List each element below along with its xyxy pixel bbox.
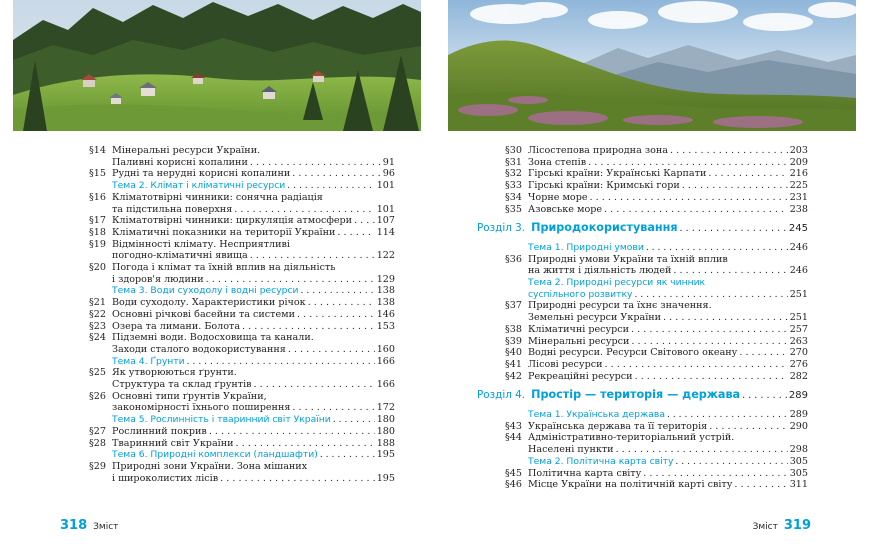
lesson-number: §24: [89, 332, 107, 344]
topic-entry: [89, 449, 395, 461]
entry-text-line: Погода і клімат та їхній вплив на діяльність: [112, 262, 336, 274]
entry-text-line: та підстильна поверхня: [112, 203, 233, 215]
lesson-entry: [505, 468, 808, 480]
leader-dots: [739, 347, 787, 359]
leader-dots: [236, 438, 375, 450]
entry-text-line: Кліматотвірні чинники: циркуляція атмосфери: [112, 215, 353, 227]
page-number: 251: [789, 288, 808, 300]
entry-text-line: Азовське море: [528, 203, 603, 215]
footer-right: [753, 514, 811, 533]
page-number: 180: [376, 425, 395, 437]
lesson-number: §39: [505, 335, 523, 347]
toc-line: [112, 356, 395, 368]
page-label-right: Зміст: [752, 522, 778, 532]
lesson-entry: [89, 168, 395, 180]
leader-dots: [333, 414, 375, 426]
toc-line: [528, 192, 808, 204]
entry-text-line: Водні ресурси. Ресурси Світового океану: [528, 347, 738, 359]
lesson-number: §26: [89, 390, 107, 402]
leader-dots: [604, 204, 788, 216]
page-number: 122: [376, 250, 395, 262]
lesson-entry: [89, 215, 395, 227]
toc-line: [528, 444, 808, 456]
toc-line: [528, 371, 808, 383]
lesson-number: §21: [89, 297, 107, 309]
entry-text-line: Гірські країни: Українські Карпати: [528, 168, 707, 180]
leader-dots: [250, 157, 381, 169]
toc-line: [528, 265, 808, 277]
photo-mountain-meadow: [448, 0, 856, 131]
toc-line: [112, 379, 395, 391]
toc-line: [528, 409, 808, 421]
village-landscape-image: [13, 0, 421, 131]
entry-text-line: Основні типи ґрунтів України,: [112, 390, 267, 402]
entry-text-line: Паливні корисні копалини: [112, 156, 248, 168]
toc-line: [112, 227, 395, 239]
leader-dots: [308, 297, 375, 309]
leader-dots: [635, 371, 788, 383]
leader-dots: [742, 390, 787, 402]
leader-dots: [320, 449, 375, 461]
lesson-entry: [505, 254, 808, 277]
lesson-entry: [505, 479, 808, 491]
page-number: 107: [376, 215, 395, 227]
lesson-number: §17: [89, 215, 107, 227]
lesson-number: §18: [89, 226, 107, 238]
page-number: 251: [789, 312, 808, 324]
lesson-entry: [505, 359, 808, 371]
lesson-number: §25: [89, 367, 107, 379]
lesson-entry: [89, 367, 395, 390]
entry-text-line: погодно-кліматичні явища: [112, 250, 248, 262]
entry-text-line: Політична карта світу: [528, 467, 642, 479]
entry-text-line: Тема 4. Ґрунти: [112, 355, 185, 367]
toc-line: [528, 289, 808, 301]
lesson-number: §15: [89, 168, 107, 180]
topic-entry: [505, 409, 808, 421]
lesson-number: §30: [505, 145, 523, 156]
lesson-number: §44: [505, 432, 523, 444]
entry-text-line: Тема 5. Рослинність і тваринний світ України: [112, 414, 331, 426]
section-title: Простір — територія — держава: [531, 388, 741, 402]
photo-carpathian-village: [13, 0, 421, 131]
page-number: 160: [376, 343, 395, 355]
leader-dots: [354, 215, 375, 227]
page-number: 153: [376, 320, 395, 332]
page-number: 246: [789, 241, 808, 253]
section-label: Розділ 3.: [477, 222, 526, 235]
lesson-entry: [89, 391, 395, 414]
lesson-entry: [89, 262, 395, 285]
toc-line: [528, 204, 808, 216]
lesson-entry: [505, 180, 808, 192]
page-number: 114: [376, 226, 395, 238]
page-number: 129: [376, 273, 395, 285]
page-number-right: 319: [783, 518, 811, 533]
toc-line: [112, 414, 395, 426]
toc-line: [112, 449, 395, 461]
page-number: 91: [382, 156, 395, 168]
leader-dots: [337, 227, 374, 239]
entry-text-line: Природні зони України. Зона мішаних: [112, 460, 308, 472]
page-number: 138: [376, 297, 395, 309]
entry-text-line: Рекреаційні ресурси: [528, 370, 633, 382]
page-number: 289: [788, 390, 808, 402]
lesson-entry: [89, 145, 395, 168]
entry-text-line: на життя і діяльність людей: [528, 265, 672, 277]
entry-text-line: Озера та лимани. Болота: [112, 320, 241, 332]
toc-line: [528, 145, 808, 157]
entry-text-line: Води суходолу. Характеристики річок: [112, 297, 306, 309]
lesson-number: §40: [505, 347, 523, 359]
page-number: 216: [789, 168, 808, 180]
lesson-entry: [505, 371, 808, 383]
leader-dots: [680, 223, 787, 235]
entry-text-line: Тваринний світ України: [112, 437, 234, 449]
toc-line: [528, 157, 808, 169]
toc-line: [528, 180, 808, 192]
page-number: 305: [789, 455, 808, 467]
toc-line: [112, 168, 395, 180]
toc-line: [528, 347, 808, 359]
entry-text-line: Кліматотвірні чинники: сонячна радіація: [112, 191, 323, 203]
page-number: 209: [789, 156, 808, 168]
toc-line: [112, 274, 395, 286]
entry-text-line: Місце України на політичній карті світу: [528, 479, 733, 491]
lesson-number: §20: [89, 262, 107, 274]
toc-line: [112, 402, 395, 414]
page-number: 282: [789, 370, 808, 382]
toc-line: [112, 321, 395, 333]
page-number: 146: [376, 308, 395, 320]
lesson-number: §31: [505, 156, 523, 168]
leader-dots: [301, 285, 375, 297]
leader-dots: [673, 265, 787, 277]
topic-entry: [505, 456, 808, 468]
toc-line: [528, 324, 808, 336]
lesson-entry: [505, 157, 808, 169]
lesson-entry: [89, 239, 395, 262]
lesson-entry: [89, 309, 395, 321]
leader-dots: [643, 468, 787, 480]
page-number: 203: [789, 145, 808, 156]
lesson-number: §32: [505, 168, 523, 180]
topic-entry: [89, 414, 395, 426]
section-label: Розділ 4.: [477, 389, 526, 402]
page-number: 246: [789, 265, 808, 277]
entry-text-line: Мінеральні ресурси України.: [112, 145, 261, 156]
entry-text-line: Чорне море: [528, 191, 588, 203]
entry-text-line: Тема 1. Природні умови: [528, 241, 644, 253]
lesson-number: §35: [505, 203, 523, 215]
entry-text-line: Підземні води. Водосховища та канали.: [112, 332, 314, 344]
lesson-entry: [505, 168, 808, 180]
entry-text-line: Тема 6. Природні комплекси (ландшафти): [112, 449, 318, 461]
leader-dots: [631, 324, 788, 336]
leader-dots: [709, 421, 788, 433]
lesson-entry: [89, 332, 395, 355]
toc-line: [528, 168, 808, 180]
leader-dots: [254, 379, 375, 391]
entry-text-line: і широколистих лісів: [112, 472, 219, 484]
toc-line: [477, 389, 808, 402]
lesson-number: §14: [89, 145, 107, 156]
entry-text-line: і здоров'я людини: [112, 273, 204, 285]
toc-line: [528, 242, 808, 254]
topic-entry: [89, 180, 395, 192]
entry-text-line: Рослинний покрив: [112, 425, 207, 437]
section-heading: [477, 222, 808, 235]
page-number: 263: [789, 335, 808, 347]
entry-text-line: Рудні та нерудні корисні копалини: [112, 168, 291, 180]
lesson-number: §29: [89, 460, 107, 472]
lesson-entry: [89, 192, 395, 215]
leader-dots: [646, 242, 788, 254]
toc-line: [528, 421, 808, 433]
entry-text-line: Населені пункти: [528, 444, 614, 456]
page-number: 245: [788, 223, 808, 235]
toc-line: [528, 336, 808, 348]
page-number: 96: [382, 168, 395, 180]
leader-dots: [292, 168, 381, 180]
entry-text-line: Лісові ресурси: [528, 358, 603, 370]
entry-text-line: Природні ресурси та їхнє значення.: [528, 300, 712, 312]
leader-dots: [287, 180, 374, 192]
entry-text-line: Зона степів: [528, 156, 587, 168]
lesson-entry: [505, 300, 808, 323]
page-label-left: Зміст: [93, 522, 119, 532]
lesson-entry: [505, 192, 808, 204]
page-number: 298: [789, 444, 808, 456]
page-number: 101: [376, 180, 395, 192]
section-heading: [477, 389, 808, 402]
toc-line: [112, 250, 395, 262]
page-number: 305: [789, 467, 808, 479]
toc-line: [528, 456, 808, 468]
entry-text-line: суспільного розвитку: [528, 288, 633, 300]
entry-text-line: закономірності їхнього поширення: [112, 402, 291, 414]
lesson-entry: [505, 347, 808, 359]
leader-dots: [206, 274, 375, 286]
leader-dots: [250, 250, 375, 262]
entry-text-line: Основні річкові басейни та системи: [112, 308, 296, 320]
page-number: 166: [376, 355, 395, 367]
entry-text-line: Кліматичні показники на території України: [112, 226, 336, 238]
toc-line: [112, 285, 395, 297]
page-number: 231: [789, 191, 808, 203]
leader-dots: [209, 426, 375, 438]
entry-text-line: Тема 1. Українська держава: [528, 409, 665, 421]
entry-text-line: Мінеральні ресурси: [528, 335, 630, 347]
section-title: Природокористування: [531, 221, 678, 235]
entry-text-line: Тема 2. Політична карта світу: [528, 455, 674, 467]
entry-text-line: Кліматичні ресурси: [528, 323, 630, 335]
entry-text-line: Гірські країни: Кримські гори: [528, 180, 680, 192]
leader-dots: [734, 479, 787, 491]
toc-line: [112, 438, 395, 450]
toc-line: [528, 312, 808, 324]
entry-text-line: Як утворюються ґрунти.: [112, 367, 237, 379]
lesson-entry: [89, 426, 395, 438]
entry-text-line: Тема 2. Клімат і кліматичні ресурси: [112, 180, 286, 192]
lesson-number: §19: [89, 238, 107, 250]
entry-text-line: Лісостепова природна зона: [528, 145, 668, 156]
leader-dots: [242, 321, 375, 333]
page-number: 138: [376, 285, 395, 297]
leader-dots: [292, 402, 374, 414]
page-number: 289: [789, 409, 808, 421]
entry-text-line: Тема 2. Природні ресурси як чинник: [528, 277, 706, 289]
leader-dots: [670, 145, 788, 157]
toc-line: [528, 479, 808, 491]
page-number: 270: [789, 347, 808, 359]
lesson-entry: [89, 321, 395, 333]
leader-dots: [667, 409, 788, 421]
page-number: 101: [376, 203, 395, 215]
page-number: 172: [376, 402, 395, 414]
lesson-entry: [505, 204, 808, 216]
entry-text-line: Заходи сталого водокористування: [112, 343, 286, 355]
lesson-number: §28: [89, 437, 107, 449]
entry-text-line: Тема 3. Води суходолу і водні ресурси: [112, 285, 299, 297]
leader-dots: [590, 192, 788, 204]
page-number: 290: [789, 420, 808, 432]
toc-line: [528, 468, 808, 480]
leader-dots: [631, 336, 787, 348]
topic-entry: [89, 356, 395, 368]
page-number: 180: [376, 414, 395, 426]
lesson-entry: [505, 336, 808, 348]
leader-dots: [605, 359, 788, 371]
lesson-number: §46: [505, 479, 523, 491]
topic-entry: [505, 277, 808, 300]
leader-dots: [234, 204, 374, 216]
toc-line: [112, 204, 395, 216]
lesson-number: §42: [505, 370, 523, 382]
leader-dots: [220, 473, 375, 485]
toc-line: [112, 180, 395, 192]
leader-dots: [682, 180, 788, 192]
topic-entry: [505, 242, 808, 254]
page-number: 238: [789, 203, 808, 215]
leader-dots: [616, 444, 788, 456]
lesson-number: §27: [89, 425, 107, 437]
lesson-entry: [505, 421, 808, 433]
leader-dots: [663, 312, 788, 324]
entry-text-line: Природні умови України та їхній вплив: [528, 253, 728, 265]
lesson-entry: [89, 461, 395, 484]
lesson-number: §36: [505, 253, 523, 265]
page-number: 188: [376, 437, 395, 449]
leader-dots: [187, 356, 375, 368]
entry-text-line: Відмінності клімату. Несприятливі: [112, 238, 290, 250]
page-number: 166: [376, 379, 395, 391]
toc-column-right: [477, 145, 808, 491]
toc-column-left: [89, 145, 395, 484]
lesson-number: §23: [89, 320, 107, 332]
toc-line: [528, 359, 808, 371]
entry-text-line: Земельні ресурси України: [528, 312, 662, 324]
mountain-landscape-image: [448, 0, 856, 131]
toc-line: [112, 473, 395, 485]
toc-line: [112, 309, 395, 321]
toc-line: [112, 344, 395, 356]
page-number: 195: [376, 472, 395, 484]
leader-dots: [634, 289, 787, 301]
leader-dots: [708, 168, 787, 180]
lesson-number: §45: [505, 467, 523, 479]
toc-line: [477, 222, 808, 235]
lesson-entry: [89, 297, 395, 309]
leader-dots: [675, 456, 787, 468]
lesson-number: §38: [505, 323, 523, 335]
lesson-number: §16: [89, 191, 107, 203]
leader-dots: [297, 309, 375, 321]
page-number: 257: [789, 323, 808, 335]
lesson-number: §34: [505, 191, 523, 203]
toc-line: [112, 426, 395, 438]
page-number: 225: [789, 180, 808, 192]
lesson-entry: [505, 145, 808, 157]
footer-left: [60, 514, 118, 533]
toc-line: [112, 297, 395, 309]
lesson-entry: [89, 438, 395, 450]
lesson-entry: [89, 227, 395, 239]
page-number: 276: [789, 358, 808, 370]
page-number: 311: [789, 479, 808, 491]
page-number-left: 318: [60, 518, 88, 533]
lesson-number: §43: [505, 420, 523, 432]
leader-dots: [588, 157, 788, 169]
leader-dots: [288, 344, 375, 356]
lesson-number: §22: [89, 308, 107, 320]
lesson-number: §33: [505, 180, 523, 192]
lesson-number: §37: [505, 300, 523, 312]
lesson-entry: [505, 432, 808, 455]
page-number: 195: [376, 449, 395, 461]
toc-line: [112, 157, 395, 169]
topic-entry: [89, 285, 395, 297]
entry-text-line: Українська держава та її територія: [528, 420, 708, 432]
lesson-number: §41: [505, 358, 523, 370]
lesson-entry: [505, 324, 808, 336]
entry-text-line: Адміністративно-територіальний устрій.: [528, 432, 735, 444]
toc-line: [112, 215, 395, 227]
entry-text-line: Структура та склад ґрунтів: [112, 379, 252, 391]
